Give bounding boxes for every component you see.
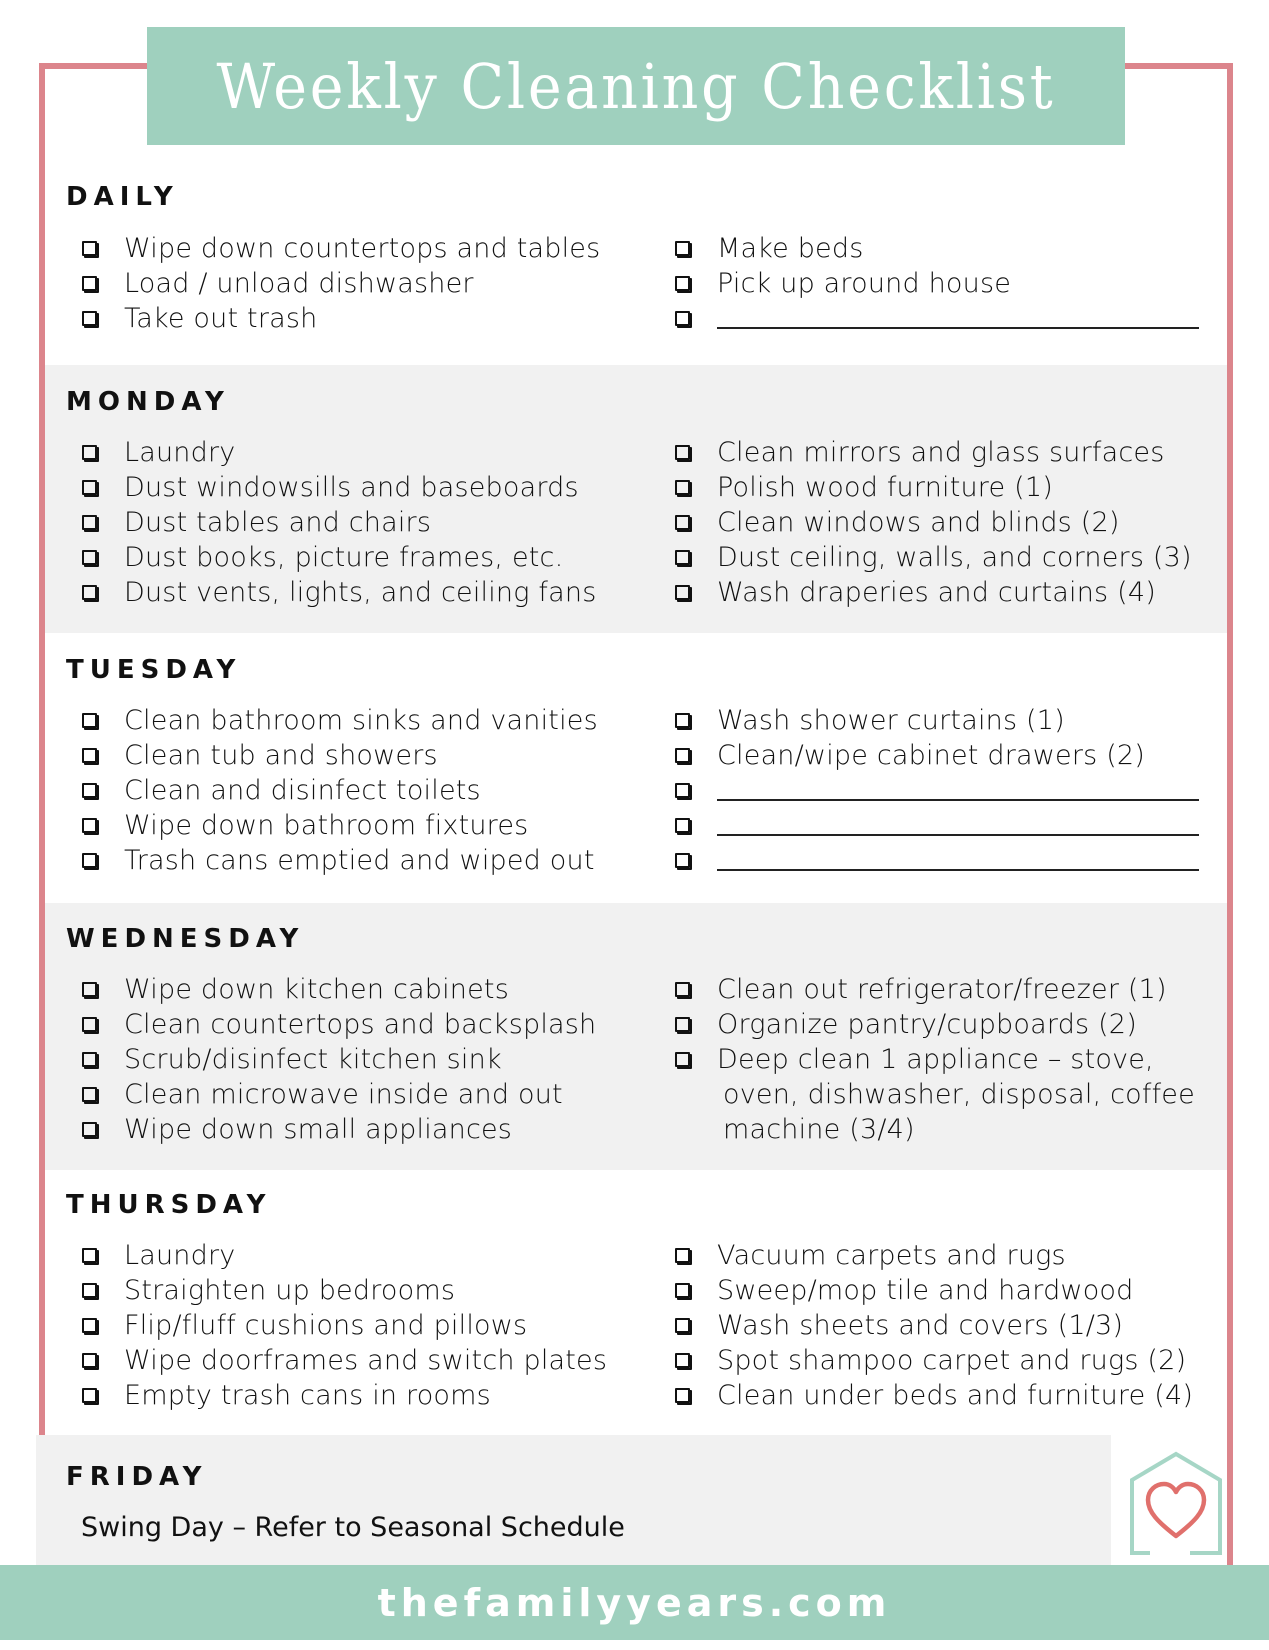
checkbox-icon[interactable] [675, 748, 690, 763]
item-text-line: oven, dishwasher, disposal, coffee [723, 1079, 1195, 1110]
checkbox-icon[interactable] [82, 1388, 97, 1403]
checklist-item[interactable]: Wash draperies and curtains (4) [675, 575, 1192, 610]
checkbox-icon[interactable] [675, 982, 690, 997]
checkbox-icon[interactable] [82, 311, 97, 326]
checkbox-icon[interactable] [675, 311, 690, 326]
checklist-item[interactable]: Clean microwave inside and out [82, 1077, 596, 1112]
title-banner [147, 27, 1125, 145]
checkbox-icon[interactable] [82, 480, 97, 495]
checklist-item-blank[interactable] [675, 301, 1199, 336]
checkbox-icon[interactable] [675, 445, 690, 460]
checklist-item[interactable]: Organize pantry/cupboards (2) [675, 1007, 1207, 1042]
checklist-item[interactable]: Scrub/disinfect kitchen sink [82, 1042, 596, 1077]
section-monday [66, 387, 1226, 608]
checklist-item[interactable] [675, 1042, 1207, 1147]
checkbox-icon[interactable] [82, 1248, 97, 1263]
checkbox-icon[interactable] [82, 818, 97, 833]
section-daily [66, 182, 1226, 334]
checklist-item[interactable]: Wipe down bathroom fixtures [82, 808, 598, 843]
checkbox-icon[interactable] [675, 1388, 690, 1403]
checkbox-icon[interactable] [675, 818, 690, 833]
checklist-item[interactable]: Dust vents, lights, and ceiling fans [82, 575, 596, 610]
checklist-item[interactable]: Wipe down countertops and tables [82, 231, 600, 266]
checkbox-icon[interactable] [82, 748, 97, 763]
checklist-item[interactable]: Straighten up bedrooms [82, 1273, 607, 1308]
item-text-line: Deep clean 1 appliance – stove, [717, 1044, 1154, 1075]
checklist-item[interactable]: Make beds [675, 231, 1199, 266]
checkbox-icon[interactable] [675, 1318, 690, 1333]
checklist-item[interactable]: Load / unload dishwasher [82, 266, 600, 301]
checkbox-icon[interactable] [675, 1248, 690, 1263]
website-url[interactable]: thefamilyyears.com [377, 1580, 892, 1625]
checkbox-icon[interactable] [675, 241, 690, 256]
checklist-item[interactable]: Clean/wipe cabinet drawers (2) [675, 738, 1199, 773]
checklist-item[interactable]: Clean windows and blinds (2) [675, 505, 1192, 540]
section-wednesday [66, 924, 1226, 1145]
section-heading-tuesday: TUESDAY [66, 655, 242, 685]
section-heading-thursday: THURSDAY [66, 1190, 272, 1220]
checklist-item[interactable]: Wash shower curtains (1) [675, 703, 1199, 738]
checkbox-icon[interactable] [82, 1353, 97, 1368]
checklist-item[interactable]: Vacuum carpets and rugs [675, 1238, 1193, 1273]
checkbox-icon[interactable] [675, 550, 690, 565]
checkbox-icon[interactable] [82, 515, 97, 530]
section-heading-friday: FRIDAY [66, 1462, 208, 1492]
checklist-item[interactable]: Clean countertops and backsplash [82, 1007, 596, 1042]
friday-note: Swing Day – Refer to Seasonal Schedule [81, 1512, 625, 1543]
section-tuesday [66, 655, 1226, 876]
checklist-item[interactable]: Take out trash [82, 301, 600, 336]
checkbox-icon[interactable] [675, 585, 690, 600]
checkbox-icon[interactable] [675, 783, 690, 798]
checkbox-icon[interactable] [82, 1017, 97, 1032]
checkbox-icon[interactable] [675, 1353, 690, 1368]
section-friday [66, 1462, 1226, 1492]
checklist-item-blank[interactable] [675, 843, 1199, 878]
checkbox-icon[interactable] [82, 445, 97, 460]
checklist-item[interactable]: Dust ceiling, walls, and corners (3) [675, 540, 1192, 575]
checklist-item-blank[interactable] [675, 773, 1199, 808]
checklist-item[interactable]: Empty trash cans in rooms [82, 1378, 607, 1413]
checklist-item[interactable]: Wipe doorframes and switch plates [82, 1343, 607, 1378]
checkbox-icon[interactable] [82, 276, 97, 291]
checklist-item[interactable]: Flip/fluff cushions and pillows [82, 1308, 607, 1343]
item-text-line: machine (3/4) [723, 1114, 915, 1145]
checklist-item[interactable]: Polish wood furniture (1) [675, 470, 1192, 505]
checkbox-icon[interactable] [82, 1087, 97, 1102]
checklist-item[interactable]: Clean and disinfect toilets [82, 773, 598, 808]
section-heading-monday: MONDAY [66, 387, 230, 417]
checklist-item[interactable]: Trash cans emptied and wiped out [82, 843, 598, 878]
checkbox-icon[interactable] [675, 853, 690, 868]
checklist-item[interactable]: Clean bathroom sinks and vanities [82, 703, 598, 738]
checkbox-icon[interactable] [675, 1052, 690, 1067]
checklist-item[interactable]: Clean tub and showers [82, 738, 598, 773]
section-heading-wednesday: WEDNESDAY [66, 924, 305, 954]
section-thursday [66, 1190, 1226, 1411]
checkbox-icon[interactable] [675, 276, 690, 291]
checklist-item[interactable]: Wipe down small appliances [82, 1112, 596, 1147]
checklist-item[interactable]: Clean mirrors and glass surfaces [675, 435, 1192, 470]
checkbox-icon[interactable] [82, 982, 97, 997]
checklist-item[interactable]: Dust tables and chairs [82, 505, 596, 540]
checklist-item[interactable]: Clean under beds and furniture (4) [675, 1378, 1193, 1413]
checkbox-icon[interactable] [675, 480, 690, 495]
checkbox-icon[interactable] [82, 1283, 97, 1298]
blank-write-in-line[interactable] [717, 301, 1199, 329]
checklist-item[interactable]: Wash sheets and covers (1/3) [675, 1308, 1193, 1343]
checkbox-icon[interactable] [675, 713, 690, 728]
blank-write-in-line[interactable] [717, 773, 1199, 801]
checklist-item[interactable]: Laundry [82, 1238, 607, 1273]
checkbox-icon[interactable] [82, 1052, 97, 1067]
blank-write-in-line[interactable] [717, 808, 1199, 836]
checkbox-icon[interactable] [675, 1283, 690, 1298]
checklist-item-blank[interactable] [675, 808, 1199, 843]
checkbox-icon[interactable] [82, 783, 97, 798]
checklist-item[interactable]: Pick up around house [675, 266, 1199, 301]
blank-write-in-line[interactable] [717, 843, 1199, 871]
page-title: Weekly Cleaning Checklist [216, 49, 1056, 123]
checklist-item[interactable]: Clean out refrigerator/freezer (1) [675, 972, 1207, 1007]
checkbox-icon[interactable] [675, 515, 690, 530]
section-heading-daily: DAILY [66, 182, 179, 212]
checkbox-icon[interactable] [82, 1318, 97, 1333]
checkbox-icon[interactable] [82, 713, 97, 728]
checklist-item[interactable]: Laundry [82, 435, 596, 470]
checklist-item[interactable]: Spot shampoo carpet and rugs (2) [675, 1343, 1193, 1378]
checkbox-icon[interactable] [82, 241, 97, 256]
checklist-item[interactable]: Dust books, picture frames, etc. [82, 540, 596, 575]
checklist-item[interactable]: Sweep/mop tile and hardwood [675, 1273, 1193, 1308]
footer-banner [0, 1565, 1269, 1640]
checkbox-icon[interactable] [82, 853, 97, 868]
checkbox-icon[interactable] [675, 1017, 690, 1032]
house-heart-icon [1128, 1450, 1224, 1560]
checklist-item[interactable]: Wipe down kitchen cabinets [82, 972, 596, 1007]
checkbox-icon[interactable] [82, 550, 97, 565]
checkbox-icon[interactable] [82, 1122, 97, 1137]
checkbox-icon[interactable] [82, 585, 97, 600]
checklist-item[interactable]: Dust windowsills and baseboards [82, 470, 596, 505]
